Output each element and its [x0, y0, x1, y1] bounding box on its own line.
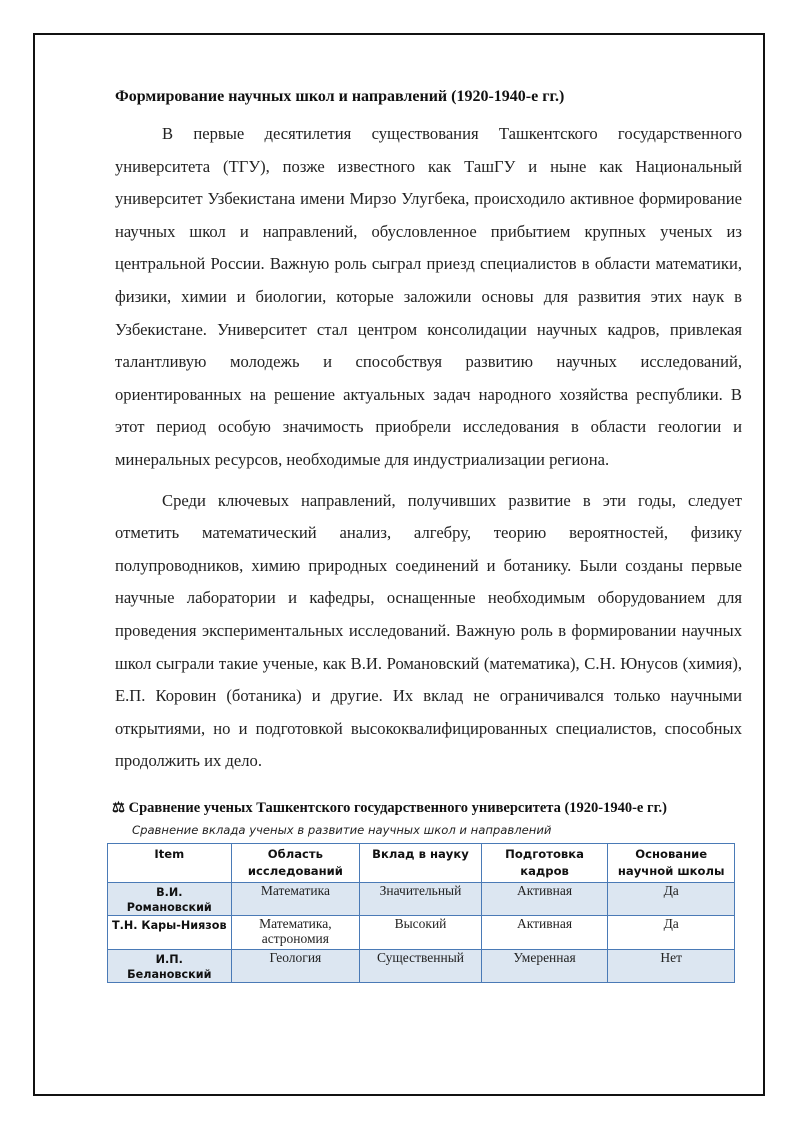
section-heading: Формирование научных школ и направлений (1920-1940-е гг.) — [115, 88, 565, 105]
table-cell: Да — [608, 882, 735, 915]
column-header: Основание научной школы — [608, 843, 735, 882]
paragraph-2: Среди ключевых направлений, получивших развитие в эти годы, следует отметить математический анализ, алгебру, теорию вероятностей, физику полупроводников, химию природных соединений и ботанику. Были созданы первые научные лаборатории и кафедры, оснащенные необходимым оборудованием для проведения экспериментальных исследований. Важную роль в формировании научных школ сыграли такие ученые, как В.И. Романовский (математика), С.Н. Юнусов (химия), Е.П. Коровин (ботаника) и другие. Их вклад не ограничивался только научными открытиями, но и подготовкой высококвалифицированных специалистов, способных продолжить их дело. — [115, 490, 742, 771]
paragraph-1: В первые десятилетия существования Ташкентского государственного университета (ТГУ), позже известного как ТашГУ и ныне как Национальный университет Узбекистана имени Мирзо Улугбека, происходило активное формирование научных школ и направлений, обусловленное прибытием крупных ученых из центральной России. Важную роль сыграл приезд специалистов в области математики, физики, химии и биологии, которые заложили основы для развития этих наук в Узбекистане. Университет стал центром консолидации научных кадров, привлекая талантливую молодежь и способствуя развитию научных исследований, ориентированных на решение актуальных задач народного хозяйства республики. В этот период особую значимость приобрели исследования в области геологии и минеральных ресурсов, необходимые для индустриализации региона. — [115, 124, 742, 469]
table-caption — [112, 798, 742, 818]
table-cell: Активная — [481, 882, 608, 915]
table-cell: Существенный — [360, 949, 482, 982]
table-cell: Математика, астрономия — [231, 915, 360, 949]
column-header: Item — [108, 843, 232, 882]
table-cell: Геология — [231, 949, 360, 982]
comparison-table — [107, 843, 735, 983]
document-body — [112, 86, 742, 983]
table-title: Сравнение ученых Ташкентского государственного университета (1920-1940-е гг.) — [128, 799, 667, 816]
table-cell: Да — [608, 915, 735, 949]
scientist-name: И.П. Белановский — [108, 949, 232, 982]
table-header-row — [108, 843, 735, 882]
table-cell: Нет — [608, 949, 735, 982]
table-cell: Активная — [481, 915, 608, 949]
table-cell: Значительный — [360, 882, 482, 915]
scales-icon: ⚖ — [112, 799, 125, 816]
table-cell: Высокий — [360, 915, 482, 949]
scientist-name: Т.Н. Кары-Ниязов — [108, 915, 232, 949]
table-row — [108, 915, 735, 949]
table-cell: Умеренная — [481, 949, 608, 982]
table-cell: Математика — [231, 882, 360, 915]
column-header: Вклад в науку — [360, 843, 482, 882]
column-header: Область исследований — [231, 843, 360, 882]
table-row — [108, 882, 735, 915]
column-header: Подготовка кадров — [481, 843, 608, 882]
scientist-name: В.И. Романовский — [108, 882, 232, 915]
table-row — [108, 949, 735, 982]
table-subtitle: Сравнение вклада ученых в развитие научных школ и направлений — [132, 822, 552, 837]
